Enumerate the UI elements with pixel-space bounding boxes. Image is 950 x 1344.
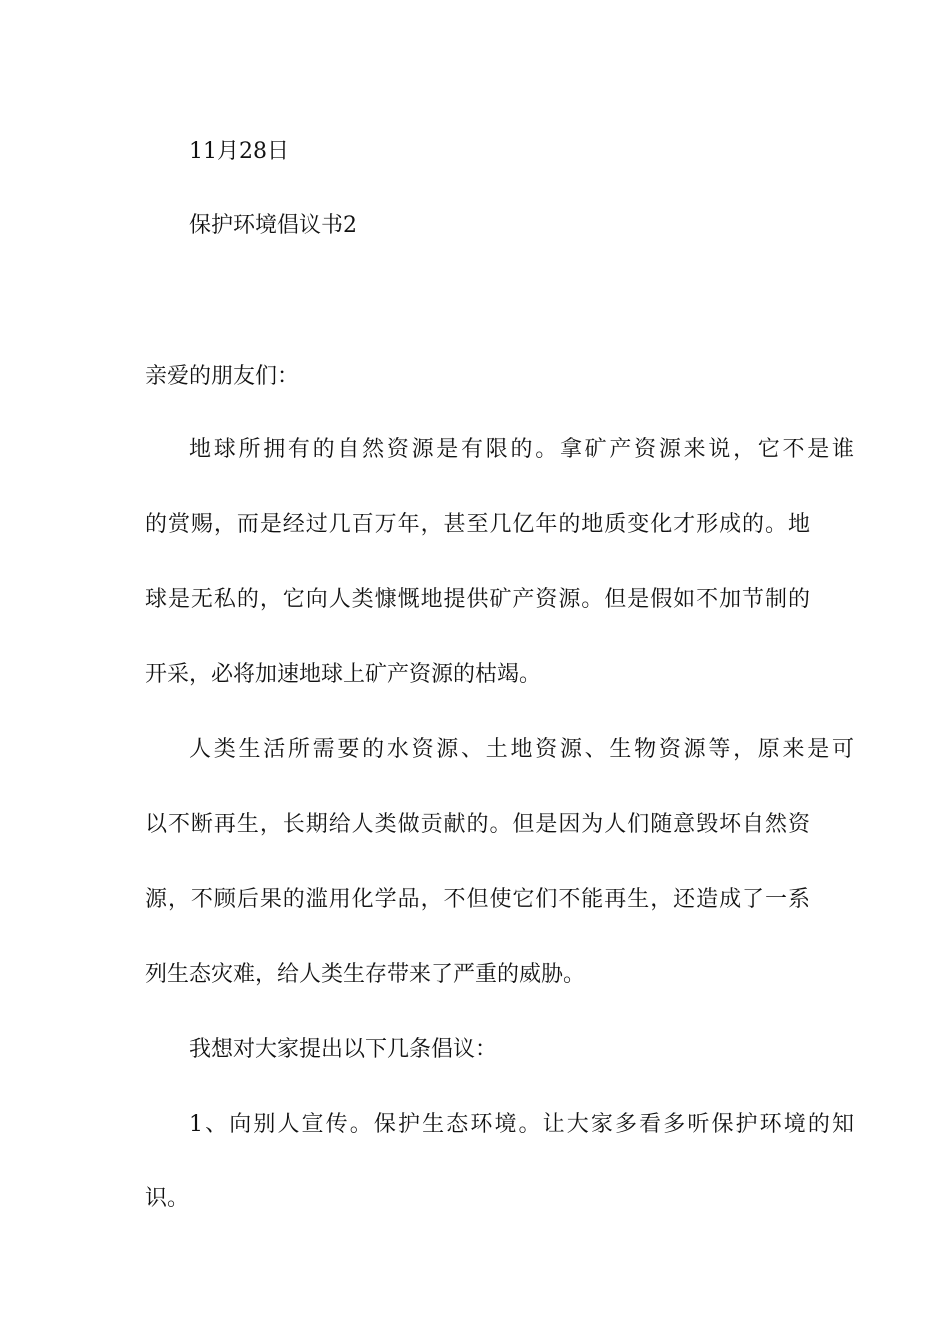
paragraph-1-line-1: 地球所拥有的自然资源是有限的。拿矿产资源来说，它不是谁 (189, 437, 854, 462)
paragraph-2-line-1: 人类生活所需要的水资源、土地资源、生物资源等，原来是可 (189, 737, 854, 762)
document-title: 保护环境倡议书2 (189, 213, 357, 238)
paragraph-4-line-2: 识。 (145, 1186, 190, 1211)
date-line: 11月28日 (189, 139, 289, 164)
paragraph-1-line-3: 球是无私的，它向人类慷慨地提供矿产资源。但是假如不加节制的 (145, 587, 810, 612)
paragraph-2-line-4: 列生态灾难，给人类生存带来了严重的威胁。 (145, 962, 586, 987)
paragraph-3: 我想对大家提出以下几条倡议： (189, 1037, 498, 1062)
paragraph-2-line-3: 源，不顾后果的滥用化学品，不但使它们不能再生，还造成了一系 (145, 887, 810, 912)
paragraph-1-line-4: 开采，必将加速地球上矿产资源的枯竭。 (145, 662, 542, 687)
salutation: 亲爱的朋友们： (145, 364, 300, 389)
paragraph-4-line-1: 1、向别人宣传。保护生态环境。让大家多看多听保护环境的知 (189, 1112, 854, 1137)
paragraph-1-line-2: 的赏赐，而是经过几百万年，甚至几亿年的地质变化才形成的。地 (145, 512, 810, 537)
paragraph-2-line-2: 以不断再生，长期给人类做贡献的。但是因为人们随意毁坏自然资 (145, 812, 810, 837)
